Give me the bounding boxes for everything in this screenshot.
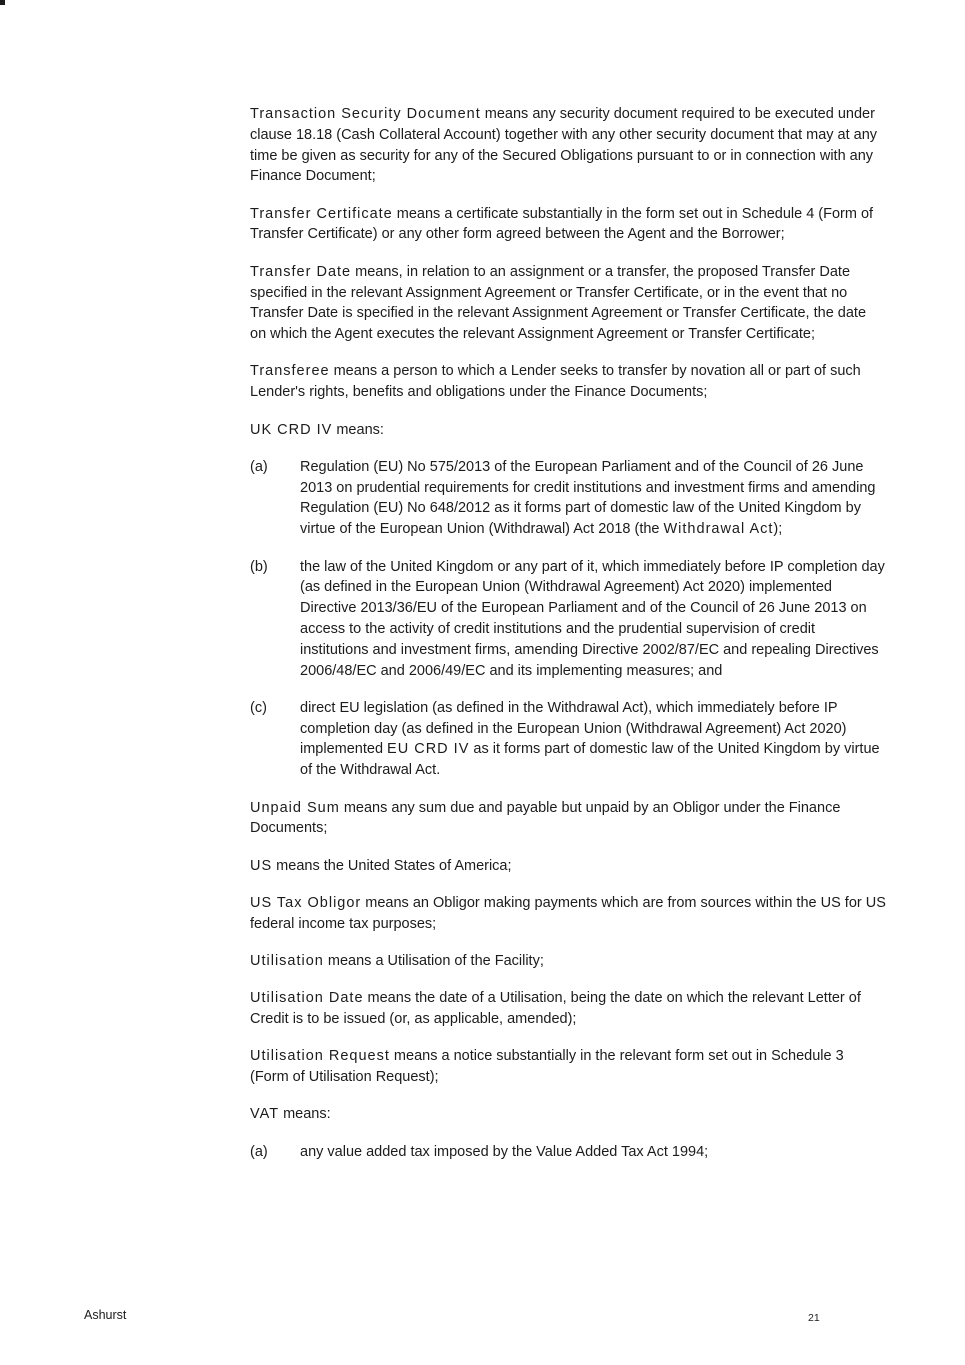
defined-term: Unpaid Sum <box>250 799 340 816</box>
list-item-text <box>300 557 886 682</box>
body-text: means an Obligor making payments which are from sources within the US for US federal income tax purposes; <box>250 894 886 932</box>
body-text: Regulation (EU) No 575/2013 of the European Parliament and of the Council of 26 June 2013 on prudential requirements for credit institutions and investment firms and amending Regulation (EU) No 648/2012 as it forms part of domestic law of the United Kingdom by virtue of the European Union (Withdrawal) Act 2018 (the <box>300 458 876 538</box>
body-text: means: <box>332 421 384 438</box>
definition-paragraph <box>250 262 886 345</box>
defined-term: Utilisation Date <box>250 990 364 1007</box>
definition-paragraph <box>250 204 886 246</box>
defined-term: Transfer Certificate <box>250 205 393 222</box>
body-text: means any sum due and payable but unpaid by an Obligor under the Finance Documents; <box>250 799 841 837</box>
definition-paragraph <box>250 893 886 935</box>
definition-paragraph <box>250 361 886 403</box>
body-text: as it forms part of domestic law of the United Kingdom by virtue of the Withdrawal Act. <box>300 741 880 779</box>
defined-term: VAT <box>250 1106 280 1123</box>
defined-term: Withdrawal Act <box>663 521 774 538</box>
document-body <box>250 104 886 1179</box>
body-text: means a notice substantially in the relevant form set out in Schedule 3 (Form of Utilisation Request); <box>250 1048 844 1086</box>
definition-paragraph <box>250 1104 886 1125</box>
definition-paragraph <box>250 1046 886 1088</box>
scan-corner-artifact <box>0 0 5 5</box>
defined-term: EU CRD IV <box>387 741 470 758</box>
body-text: means the United States of America; <box>272 857 512 874</box>
list-marker: (a) <box>250 1143 268 1160</box>
list-marker: (a) <box>250 458 268 475</box>
body-text: means: <box>279 1106 331 1123</box>
list-marker: (b) <box>250 558 268 575</box>
definition-paragraph <box>250 856 886 877</box>
list-marker: (c) <box>250 699 267 716</box>
body-text: means, in relation to an assignment or a transfer, the proposed Transfer Date specified in the relevant Assignment Agreement or Transfer Certificate, or in the event that no Transfer Date is specified in the relevant Assignment Agreement or Transfer Certificate, the date on which the Agent executes the relevant Assignment Agreement or Transfer Certificate; <box>250 263 867 343</box>
defined-term: Utilisation Request <box>250 1048 390 1065</box>
body-text: means the date of a Utilisation, being the date on which the relevant Letter of Credit is to be issued (or, as applicable, amended); <box>250 990 861 1028</box>
list-item <box>250 457 886 540</box>
list-item <box>250 698 886 781</box>
definition-paragraph <box>250 420 886 441</box>
footer-firm-name: Ashurst <box>84 1308 127 1322</box>
defined-term: UK CRD IV <box>250 421 333 438</box>
body-text: any value added tax imposed by the Value Added Tax Act 1994; <box>300 1143 709 1160</box>
definition-paragraph <box>250 951 886 972</box>
body-text: the law of the United Kingdom or any part of it, which immediately before IP completion day (as defined in the European Union (Withdrawal Agreement) Act 2020) implemented Directive 2013/36/EU of the European Parliament and of the Council of 26 June 2013 on access to the activity of credit institutions and the prudential supervision of credit institutions and investment firms, amending Directive 2002/87/EC and repealing Directives 2006/48/EC and 2006/49/EC and its implementing measures; and <box>300 558 885 679</box>
body-text: direct EU legislation (as defined in the Withdrawal Act), which immediately before IP completion day (as defined in the European Union (Withdrawal Agreement) Act 2020) implemented <box>300 699 847 758</box>
defined-term: Transfer Date <box>250 263 352 280</box>
defined-term: US <box>250 857 273 874</box>
definition-paragraph <box>250 798 886 840</box>
body-text: means a certificate substantially in the form set out in Schedule 4 (Form of Transfer Certificate) or any other form agreed between the Agent and the Borrower; <box>250 205 874 243</box>
body-text: means any security document required to be executed under clause 18.18 (Cash Collateral Account) together with any other security document that may at any time be given as security for any of the Secured Obligations pursuant to or in connection with any Finance Document; <box>250 106 878 185</box>
list-item <box>250 1142 886 1163</box>
list-item-text <box>300 698 886 781</box>
list-item <box>250 557 886 682</box>
body-text: means a Utilisation of the Facility; <box>323 953 544 969</box>
footer-page-number: 21 <box>808 1312 820 1324</box>
defined-term: Transaction Security Document <box>250 106 481 122</box>
definition-paragraph <box>250 988 886 1030</box>
defined-term: Utilisation <box>250 953 324 969</box>
list-item-text <box>300 1142 886 1163</box>
definition-paragraph <box>250 104 886 187</box>
defined-term: US Tax Obligor <box>250 894 362 911</box>
defined-term: Transferee <box>250 363 330 380</box>
list-item-text <box>300 457 886 540</box>
body-text: means a person to which a Lender seeks to transfer by novation all or part of such Lender's rights, benefits and obligations under the Finance Documents; <box>250 363 861 401</box>
body-text: ); <box>773 521 783 538</box>
